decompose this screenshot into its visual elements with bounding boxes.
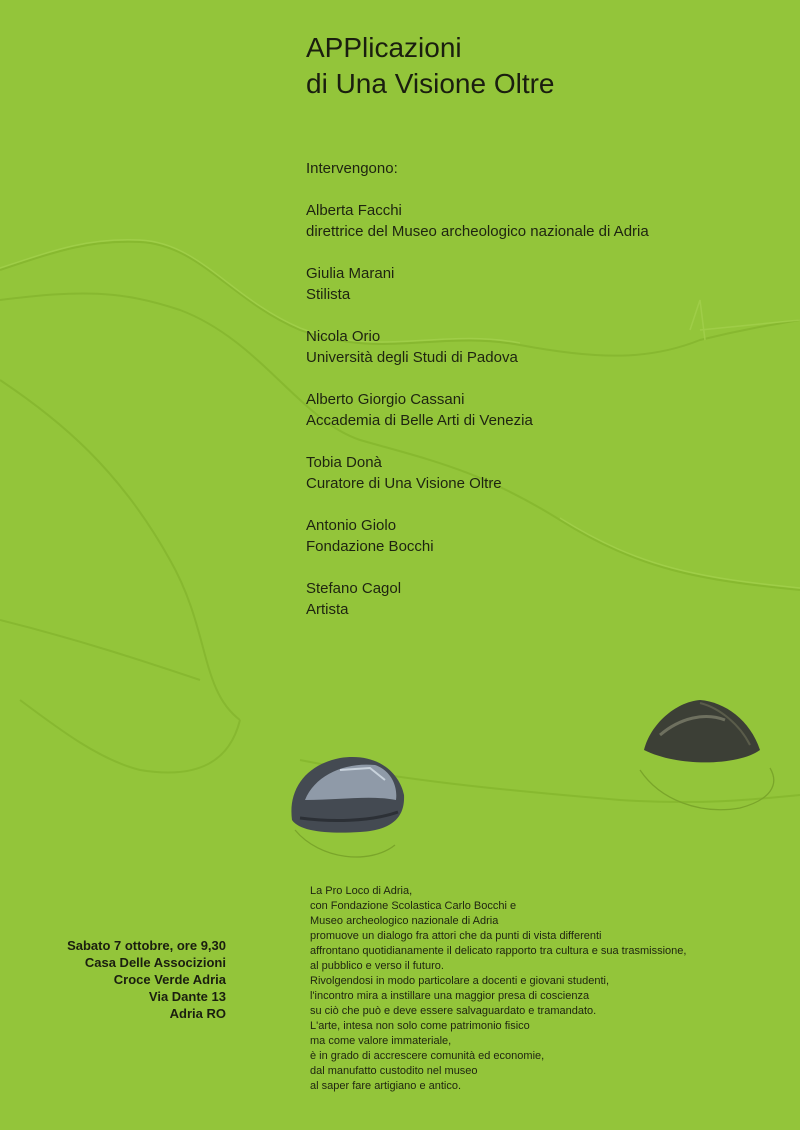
description-line: al pubblico e verso il futuro. xyxy=(310,960,444,972)
page-title xyxy=(306,30,555,102)
speaker-name: Alberta Facchi xyxy=(306,202,402,219)
speaker-item xyxy=(306,326,776,368)
speaker-name: Alberto Giorgio Cassani xyxy=(306,391,465,408)
speaker-role: Curatore di Una Visione Oltre xyxy=(306,475,502,492)
speaker-item xyxy=(306,515,776,557)
description-line: su ciò che può e deve essere salvaguardato e tramandato. xyxy=(310,1005,597,1017)
description-line: è in grado di accrescere comunità ed economie, xyxy=(310,1050,545,1062)
speaker-role: Università degli Studi di Padova xyxy=(306,349,518,366)
description-line: L'arte, intesa non solo come patrimonio fisico xyxy=(310,1020,530,1032)
event-info xyxy=(20,937,226,1022)
speaker-item xyxy=(306,578,776,620)
speaker-name: Tobia Donà xyxy=(306,454,382,471)
description-line: ma come valore immateriale, xyxy=(310,1035,452,1047)
description-line: dal manufatto custodito nel museo xyxy=(310,1065,478,1077)
description-line: con Fondazione Scolastica Carlo Bocchi e xyxy=(310,900,517,912)
event-venue-2: Croce Verde Adria xyxy=(113,972,226,987)
event-venue: Casa Delle Associzioni xyxy=(84,955,226,970)
speaker-role: Accademia di Belle Arti di Venezia xyxy=(306,412,533,429)
stone-left xyxy=(291,757,404,833)
speaker-item xyxy=(306,263,776,305)
speakers-intro: Intervengono: xyxy=(306,160,398,177)
event-street: Via Dante 13 xyxy=(148,989,226,1004)
description-line: promuove un dialogo fra attori che da punti di vista differenti xyxy=(310,930,602,942)
speaker-name: Stefano Cagol xyxy=(306,580,402,597)
stone-right xyxy=(644,700,760,762)
description-line: al saper fare artigiano e antico. xyxy=(310,1080,462,1092)
speaker-name: Antonio Giolo xyxy=(306,517,397,534)
title-line-1: APPlicazioni xyxy=(306,32,462,63)
speaker-role: Fondazione Bocchi xyxy=(306,538,434,555)
event-date: Sabato 7 ottobre, ore 9,30 xyxy=(67,938,226,953)
speaker-item xyxy=(306,389,776,431)
title-line-2: di Una Visione Oltre xyxy=(306,68,555,99)
description-line: affrontano quotidianamente il delicato rapporto tra cultura e sua trasmissione, xyxy=(310,945,687,957)
speaker-item xyxy=(306,452,776,494)
description-line: La Pro Loco di Adria, xyxy=(310,885,413,897)
event-city: Adria RO xyxy=(169,1006,226,1021)
speaker-role: Stilista xyxy=(306,286,351,303)
description-line: Rivolgendosi in modo particolare a docenti e giovani studenti, xyxy=(310,975,610,987)
speaker-role: direttrice del Museo archeologico nazionale di Adria xyxy=(306,223,649,240)
description-line: Museo archeologico nazionale di Adria xyxy=(310,915,499,927)
speaker-item xyxy=(306,200,776,242)
description-line: l'incontro mira a instillare una maggior presa di coscienza xyxy=(310,990,590,1002)
event-description xyxy=(310,884,770,1094)
speakers-list xyxy=(306,158,776,641)
speaker-name: Nicola Orio xyxy=(306,328,381,345)
speaker-role: Artista xyxy=(306,601,349,618)
speaker-name: Giulia Marani xyxy=(306,265,395,282)
